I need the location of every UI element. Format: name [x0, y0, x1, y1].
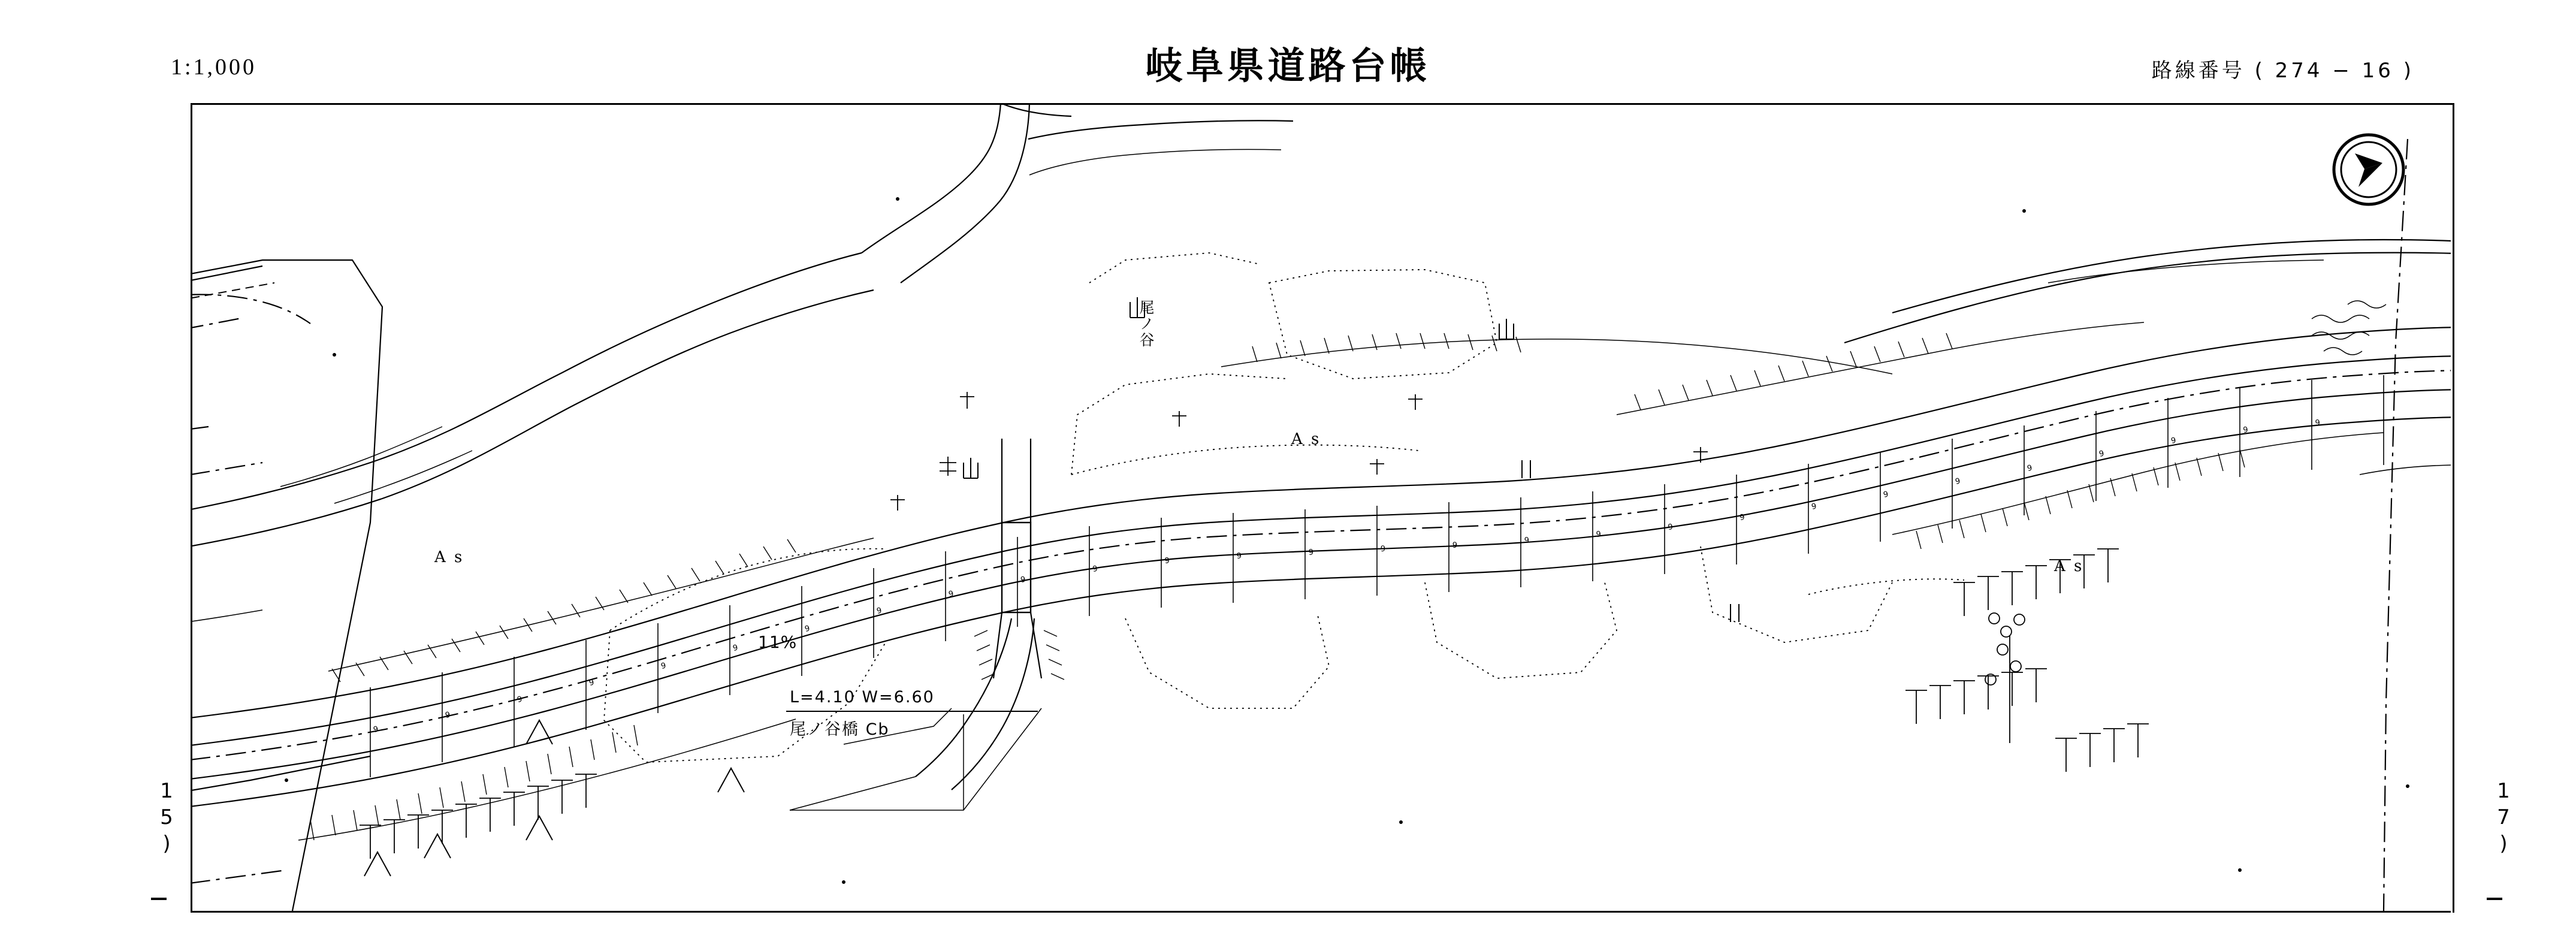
svg-text:9: 9	[2170, 436, 2177, 446]
parcel-boundary-lower-left	[191, 260, 382, 911]
slope-hatching-upper	[328, 538, 874, 682]
vegetation-symbols	[1985, 613, 2149, 772]
svg-text:9: 9	[1596, 530, 1602, 539]
svg-text:9: 9	[2315, 418, 2321, 428]
svg-text:9: 9	[516, 695, 523, 705]
svg-text:9: 9	[1954, 476, 1961, 487]
pavement-type-label-2: A s	[1291, 430, 1321, 448]
bridge-structure	[916, 439, 1064, 790]
svg-text:9: 9	[372, 724, 379, 735]
svg-text:9: 9	[2026, 463, 2033, 473]
field-boundaries	[604, 253, 1964, 762]
svg-text:9: 9	[1308, 548, 1314, 557]
water-ripples	[2312, 301, 2386, 355]
svg-text:9: 9	[1810, 502, 1817, 512]
svg-text:9: 9	[1667, 523, 1674, 532]
bridge-dimension-label: L=4.10 W=6.60	[790, 688, 935, 707]
svg-text:9: 9	[732, 643, 739, 653]
slope-arrow-symbols	[364, 720, 744, 876]
svg-text:9: 9	[1380, 544, 1386, 554]
pavement-type-label-1: A s	[434, 548, 464, 566]
svg-text:9: 9	[1524, 536, 1530, 545]
svg-text:9: 9	[1739, 512, 1745, 523]
sheet-ref-right: 17)	[2492, 779, 2515, 858]
fence-symbols-left	[360, 774, 597, 859]
bridge-name-label: 尾ノ谷橋 Cb	[790, 720, 890, 739]
sheet-ref-right-dash	[2487, 898, 2502, 900]
river-name-label: 尾ノ谷	[1137, 300, 1155, 348]
page-title: 岐阜県道路台帳	[1145, 44, 1431, 87]
station-marks	[370, 375, 2384, 777]
boundary-lines-left	[191, 427, 286, 893]
svg-text:9: 9	[947, 589, 955, 599]
station-numerals	[373, 418, 2321, 735]
grade-annotation: 11%	[758, 632, 798, 652]
lot-boundaries-left	[191, 265, 310, 798]
river-channel	[795, 103, 1293, 283]
slope-hatching-lower-right	[1892, 433, 2384, 549]
boundary-right	[2360, 139, 2451, 911]
svg-text:9: 9	[660, 661, 667, 671]
road-ledger-map	[191, 103, 2451, 911]
route-number-label: 路線番号 ( 274 − 16 )	[2151, 59, 2414, 83]
terrain-contours-left	[191, 253, 874, 558]
slope-hatching-upper-right	[1617, 322, 2144, 415]
svg-text:9: 9	[1452, 541, 1458, 550]
sheet-ref-left: 15)	[155, 779, 179, 858]
svg-text:9: 9	[2098, 449, 2105, 459]
slope-hatching-lower-left	[298, 719, 796, 840]
svg-text:9: 9	[1020, 575, 1026, 585]
survey-points	[285, 197, 2409, 884]
pavement-type-label-3: A s	[2054, 557, 2084, 575]
sheet-ref-left-dash	[151, 898, 167, 900]
svg-text:9: 9	[875, 606, 883, 616]
svg-text:9: 9	[1164, 556, 1170, 566]
svg-text:9: 9	[1092, 564, 1098, 574]
road-corridor	[191, 327, 2451, 815]
svg-text:9: 9	[588, 678, 595, 688]
bridge-callout-underline	[786, 711, 1038, 712]
scale-label: 1:1,000	[171, 55, 257, 80]
embankment-right	[1221, 333, 1892, 374]
svg-text:9: 9	[2242, 425, 2249, 435]
svg-text:9: 9	[1236, 551, 1242, 561]
terrain-contours-right	[1844, 240, 2451, 355]
fence-symbols-right	[1905, 549, 2119, 724]
svg-text:9: 9	[444, 710, 451, 720]
svg-text:9: 9	[804, 624, 811, 634]
svg-text:9: 9	[1882, 490, 1889, 500]
structure-marks	[890, 392, 1708, 511]
drawing-frame-bottom-rule	[191, 911, 2451, 913]
